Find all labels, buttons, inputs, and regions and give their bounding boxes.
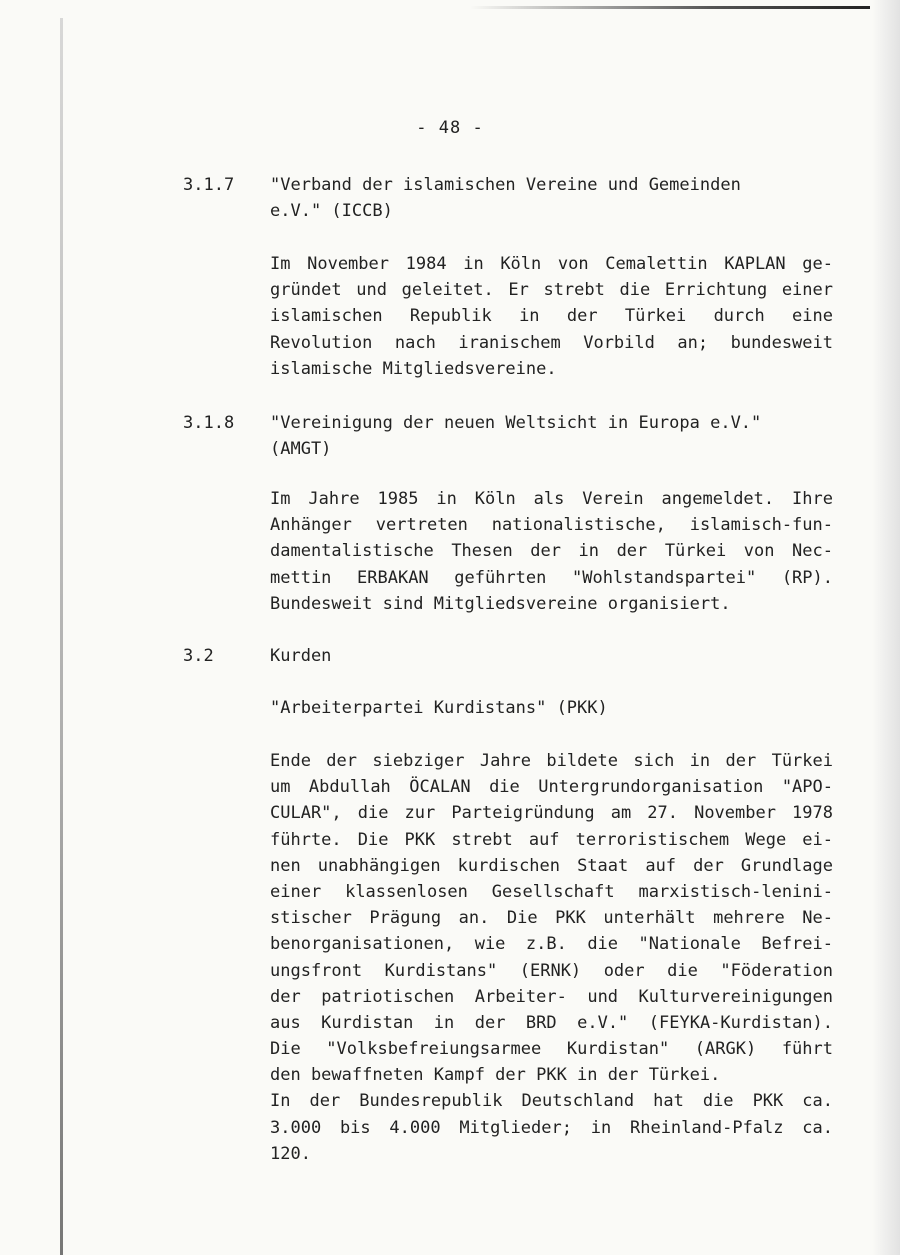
body-line: stischer Prägung an. Die PKK unterhält mehrere Ne- bbox=[270, 908, 833, 929]
section-number-3-1-7: 3.1.7 bbox=[183, 175, 235, 195]
body-line: In der Bundesrepublik Deutschland hat die PKK ca. bbox=[270, 1091, 833, 1112]
body-line: der patriotischen Arbeiter- und Kulturvereinigungen bbox=[270, 986, 833, 1007]
section-heading-3-1-8 bbox=[270, 410, 833, 462]
scan-shadow-right bbox=[872, 0, 900, 1255]
section-body-3-1-7 bbox=[270, 251, 833, 382]
body-line: Im November 1984 in Köln von Cemalettin KAPLAN ge- bbox=[270, 254, 833, 274]
body-line: nen unabhängigen kurdischen Staat auf der Grundlage bbox=[270, 855, 833, 876]
page-number: - 48 - bbox=[416, 118, 484, 138]
scan-edge-left bbox=[60, 18, 63, 1255]
heading-line: "Verband der islamischen Vereine und Gemeinden bbox=[270, 175, 741, 195]
body-line: gründet und geleitet. Er strebt die Errichtung einer bbox=[270, 280, 833, 301]
body-line: islamischen Republik in der Türkei durch eine bbox=[270, 306, 833, 327]
body-line: führte. Die PKK strebt auf terroristischem Wege ei- bbox=[270, 829, 833, 850]
section-number-3-1-8: 3.1.8 bbox=[183, 413, 235, 433]
scan-edge-top bbox=[470, 6, 870, 9]
body-line: CULAR", die zur Parteigründung am 27. November 1978 bbox=[270, 803, 833, 824]
body-line: Bundesweit sind Mitgliedsvereine organisiert. bbox=[270, 593, 731, 614]
body-line: einer klassenlosen Gesellschaft marxistisch-lenini- bbox=[270, 881, 833, 902]
body-line: Revolution nach iranischem Vorbild an; bundesweit bbox=[270, 332, 833, 353]
body-line: Die "Volksbefreiungsarmee Kurdistan" (ARGK) führt bbox=[270, 1039, 833, 1060]
section-body-3-2 bbox=[270, 748, 833, 1167]
body-line: ungsfront Kurdistans" (ERNK) oder die "Föderation bbox=[270, 960, 833, 981]
body-line: Im Jahre 1985 in Köln als Verein angemeldet. Ihre bbox=[270, 489, 833, 509]
section-body-3-1-8 bbox=[270, 486, 833, 617]
section-number-3-2: 3.2 bbox=[183, 646, 214, 666]
section-heading-3-1-7 bbox=[270, 172, 833, 224]
body-line: 120. bbox=[270, 1143, 311, 1164]
body-line: islamische Mitgliedsvereine. bbox=[270, 358, 557, 379]
heading-line: e.V." (ICCB) bbox=[270, 201, 393, 222]
heading-line: Kurden bbox=[270, 646, 332, 666]
body-line: aus Kurdistan in der BRD e.V." (FEYKA-Kurdistan). bbox=[270, 1012, 833, 1033]
body-line: mettin ERBAKAN geführten "Wohlstandspartei" (RP). bbox=[270, 567, 833, 588]
subheading-line: "Arbeiterpartei Kurdistans" (PKK) bbox=[270, 698, 608, 718]
body-line: benorganisationen, wie z.B. die "Nationale Befrei- bbox=[270, 934, 833, 955]
heading-line: (AMGT) bbox=[270, 439, 332, 460]
body-line: damentalistische Thesen der in der Türkei von Nec- bbox=[270, 541, 833, 562]
body-line: Ende der siebziger Jahre bildete sich in der Türkei bbox=[270, 751, 833, 771]
section-subheading-3-2 bbox=[270, 695, 833, 721]
section-heading-3-2 bbox=[270, 643, 833, 669]
body-line: um Abdullah ÖCALAN die Untergrundorganisation "APO- bbox=[270, 777, 833, 798]
body-line: 3.000 bis 4.000 Mitglieder; in Rheinland-Pfalz ca. bbox=[270, 1117, 833, 1138]
body-line: Anhänger vertreten nationalistische, islamisch-fun- bbox=[270, 515, 833, 536]
heading-line: "Vereinigung der neuen Weltsicht in Europa e.V." bbox=[270, 413, 762, 433]
body-line: den bewaffneten Kampf der PKK in der Türkei. bbox=[270, 1065, 721, 1086]
